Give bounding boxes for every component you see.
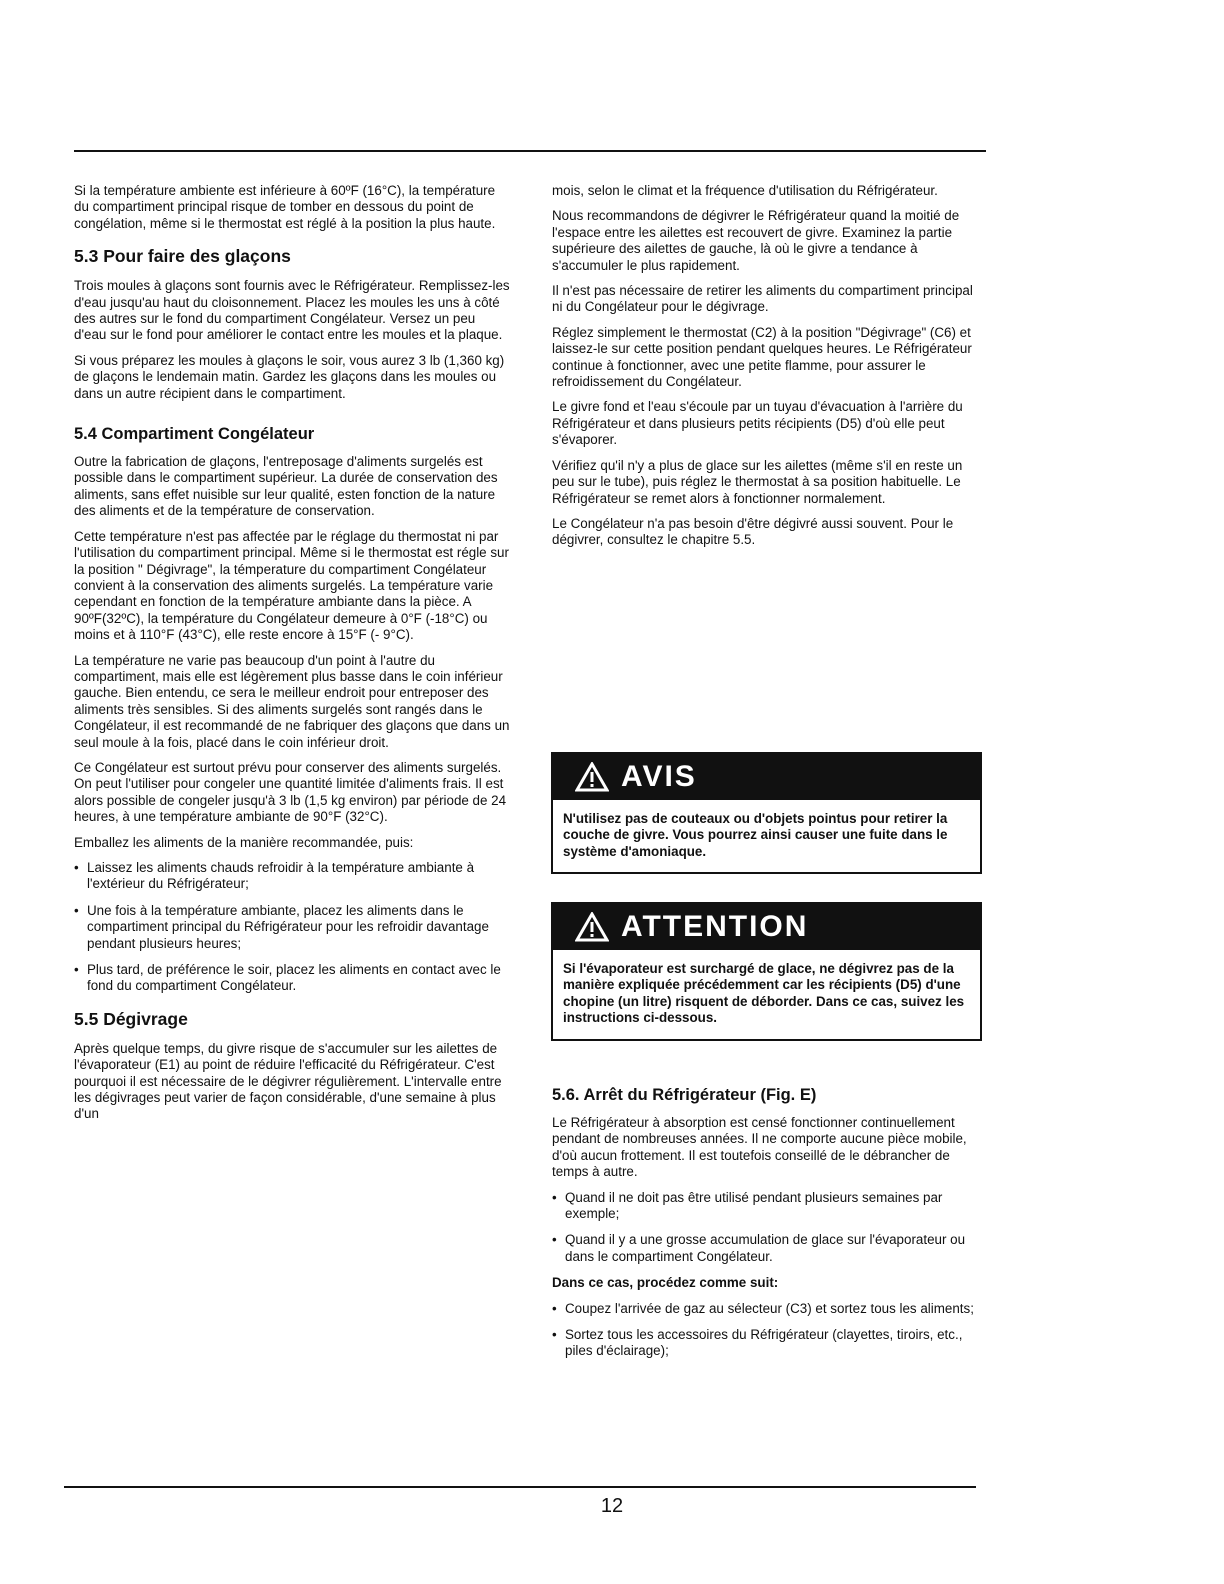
- avis-notice-box: [551, 752, 982, 874]
- bullet-list: [552, 1301, 978, 1360]
- bullet-icon: •: [74, 860, 79, 875]
- bullet-icon: •: [552, 1300, 557, 1316]
- list-item-text: Sortez tous les accessoires du Réfrigérateur (clayettes, tiroirs, etc., piles d'éclairage);: [565, 1327, 963, 1359]
- bullet-icon: •: [552, 1232, 557, 1248]
- list-item: [552, 1301, 978, 1317]
- list-item: [74, 962, 510, 995]
- top-rule: [74, 150, 986, 152]
- bullet-list: [74, 860, 510, 995]
- list-item-text: Une fois à la température ambiante, placez les aliments dans le compartiment principal du Réfrigérateur pour les refroidir davantage pendant plusieurs heures;: [87, 902, 489, 951]
- paragraph: La température ne varie pas beaucoup d'un point à l'autre du compartiment, mais elle est légèrement plus basse dans le coin inférieur gauche. Bien entendu, ce sera le meilleur endroit pour entreposer des aliments très sensibles. Si des aliments surgelés sont rangés dans le Congélateur, il est recommandé de ne fabriquer des glaçons que dans un seul moule à la fois, placé dans le coin inférieur droit.: [74, 652, 510, 750]
- paragraph: Après quelque temps, du givre risque de s'accumuler sur les ailettes de l'évaporateur (E1) au point de réduire l'efficacité du Réfrigérateur. C'est pourquoi il est nécessaire de le dégivrer régulièrement. L'intervalle entre les dégivrages peut varier de façon considérable, d'une semaine à plus d'un: [74, 1040, 502, 1122]
- paragraph: Vérifiez qu'il n'y a plus de glace sur les ailettes (même s'il en reste un peu sur le tube), puis réglez le thermostat à sa position habituelle. Le Réfrigérateur se remet alors à fonctionner normalement.: [552, 457, 963, 506]
- right-column: [552, 183, 978, 558]
- bottom-rule: [64, 1486, 976, 1488]
- section-5-6: [552, 1085, 978, 1370]
- paragraph: Le Congélateur n'a pas besoin d'être dégivré aussi souvent. Pour le dégivrer, consultez le chapitre 5.5.: [552, 515, 954, 548]
- paragraph: Outre la fabrication de glaçons, l'entreposage d'aliments surgelés est possible dans le compartiment supérieur. La durée de conservation des aliments, sans effet nuisible sur leur qualité, esten fonction de la nature des aliments et de la température de conservation.: [74, 454, 498, 519]
- section-5-5-heading: 5.5 Dégivrage: [74, 1008, 188, 1029]
- paragraph: mois, selon le climat et la fréquence d'utilisation du Réfrigérateur.: [552, 183, 938, 198]
- paragraph: Nous recommandons de dégivrer le Réfrigérateur quand la moitié de l'espace entre les ailettes est recouvert de givre. Examinez la partie supérieure des ailettes de gauche, là où le givre a tendance à s'accumuler le plus rapidement.: [552, 208, 960, 273]
- paragraph: Emballez les aliments de la manière recommandée, puis:: [74, 834, 414, 850]
- bullet-list: [552, 1190, 978, 1266]
- attention-title: ATTENTION: [621, 910, 809, 943]
- list-item: [552, 1327, 978, 1360]
- bullet-icon: •: [74, 962, 79, 978]
- attention-text: Si l'évaporateur est surchargé de glace, ne dégivrez pas de la manière expliquée précédemment car les récipients (D5) d'une chopine (un litre) risquent de déborder. Dans ce cas, suivez les instructions ci-dessous.: [563, 961, 965, 1026]
- warning-icon: [575, 912, 609, 942]
- list-item: [552, 1232, 978, 1265]
- page-number: 12: [600, 1495, 624, 1517]
- list-item-text: Laissez les aliments chauds refroidir à la température ambiante à l'extérieur du Réfrigérateur;: [87, 860, 475, 892]
- list-item: [74, 860, 510, 893]
- bullet-icon: •: [552, 1327, 557, 1343]
- list-item: [552, 1190, 978, 1223]
- left-column: [74, 183, 510, 1132]
- attention-notice-box: [551, 902, 982, 1041]
- paragraph: Le givre fond et l'eau s'écoule par un tuyau d'évacuation à l'arrière du Réfrigérateur et dans plusieurs petits récipients (D5) d'où elle peut s'évaporer.: [552, 399, 963, 448]
- list-item-text: Quand il ne doit pas être utilisé pendant plusieurs semaines par exemple;: [565, 1189, 943, 1222]
- paragraph: Cette température n'est pas affectée par le réglage du thermostat ni par l'utilisation du compartiment principal. Même si le thermostat est régle sur la position " Dégivrage", la témperature du compartiment Congélateur convient à la conservation des aliments surgelés. La température varie cependant en fonction de la température ambiante dans la pièce. A 90ºF(32ºC), la température du Congélateur demeure à 0°F (-18°C) ou moins et à 110°F (43°C), elle reste encore à 15°F (- 9°C).: [74, 528, 509, 643]
- list-item: [74, 903, 510, 952]
- section-5-6-heading: 5.6. Arrêt du Réfrigérateur (Fig. E): [552, 1086, 817, 1104]
- avis-text: N'utilisez pas de couteaux ou d'objets pointus pour retirer la couche de givre. Vous pourrez ainsi causer une fuite dans le système d'amoniaque.: [563, 811, 948, 859]
- bullet-icon: •: [552, 1189, 557, 1205]
- avis-header: [553, 754, 980, 800]
- paragraph: Trois moules à glaçons sont fournis avec le Réfrigérateur. Remplissez-les d'eau jusqu'au haut du cloisonnement. Placez les moules les uns à côté des autres sur le fond du compartiment Congélateur. Versez un peu d'eau sur le fond pour améliorer le contact entre les moules et la plaque.: [74, 278, 510, 343]
- paragraph: Il n'est pas nécessaire de retirer les aliments du compartiment principal ni du Congélateur pour le dégivrage.: [552, 283, 973, 315]
- list-item-text: Plus tard, de préférence le soir, placez les aliments en contact avec le fond du compartiment Congélateur.: [87, 962, 501, 994]
- attention-header: [553, 904, 980, 950]
- intro-paragraph: Si la température ambiente est inférieure à 60ºF (16°C), la température du compartiment principal risque de tomber en dessous du point de congélation, même si le thermostat est réglé à la position la plus haute.: [74, 183, 496, 231]
- paragraph: Si vous préparez les moules à glaçons le soir, vous aurez 3 lb (1,360 kg) de glaçons le lendemain matin. Gardez les glaçons dans les moules ou dans un autre récipient dans le compartiment.: [74, 352, 505, 401]
- bold-instruction: Dans ce cas, procédez comme suit:: [552, 1275, 779, 1291]
- paragraph: Ce Congélateur est surtout prévu pour conserver des aliments surgelés. On peut l'utiliser pour congeler une quantité limitée d'aliments frais. Il est alors possible de congeler jusqu'à 3 lb (1,5 kg environ) par période de 24 heures, à une température ambiante de 90°F (32°C).: [74, 759, 507, 825]
- list-item-text: Coupez l'arrivée de gaz au sélecteur (C3) et sortez tous les aliments;: [565, 1300, 974, 1316]
- warning-icon: [575, 762, 609, 792]
- bullet-icon: •: [74, 902, 79, 918]
- paragraph: Réglez simplement le thermostat (C2) à la position "Dégivrage" (C6) et laissez-le sur cette position pendant quelques heures. Le Réfrigérateur continue à fonctionner, avec une petite flamme, pour assurer le refroidissement du Congélateur.: [552, 324, 972, 390]
- avis-title: AVIS: [621, 760, 697, 793]
- paragraph: Le Réfrigérateur à absorption est censé fonctionner continuellement pendant de nombreuses années. Il ne comporte aucune pièce mobile, d'où aucun frottement. Il est toutefois conseillé de le débrancher de temps à autre.: [552, 1115, 967, 1180]
- list-item-text: Quand il y a une grosse accumulation de glace sur l'évaporateur ou dans le compartiment Congélateur.: [565, 1232, 966, 1264]
- section-5-3-heading: 5.3 Pour faire des glaçons: [74, 246, 291, 267]
- section-5-4-heading: 5.4 Compartiment Congélateur: [74, 425, 315, 444]
